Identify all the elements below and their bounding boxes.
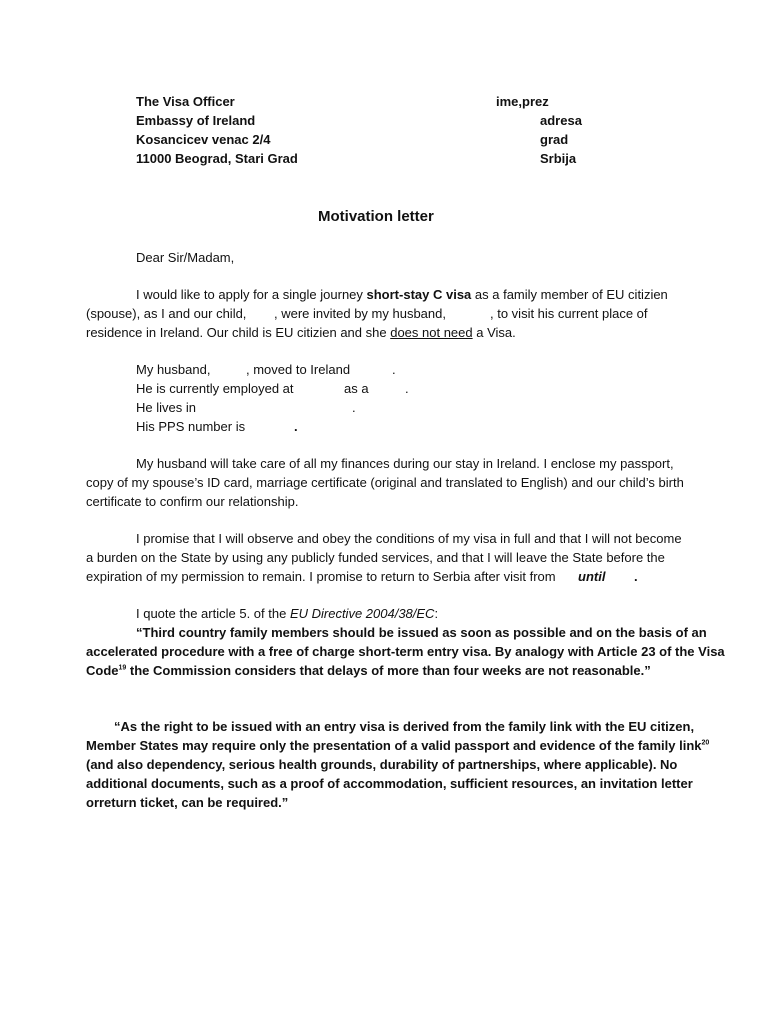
p2-line-2c: . — [405, 381, 409, 396]
p2-line-1a: My husband, — [136, 362, 211, 377]
recipient-city: grad — [540, 132, 569, 147]
p6-line-4: additional documents, such as a proof of accommodation, sufficient resources, an invitation letter — [86, 776, 693, 791]
footnote-marker: 19 — [118, 664, 127, 672]
p5-quote-line-1: “Third country family members should be issued as soon as possible and on the basis of an — [136, 625, 707, 640]
p2-line-1c: . — [392, 362, 396, 377]
p6-line-3: (and also dependency, serious health grounds, durability of partnerships, where applicable). No — [86, 757, 678, 772]
p1-line-2a: (spouse), as I and our child, — [86, 306, 247, 321]
p5-quote-line-2: accelerated procedure with a free of charge short-term entry visa. By analogy with Article 23 of the Visa — [86, 644, 725, 659]
p2-line-4a: His PPS number is — [136, 419, 246, 434]
recipient-address: adresa — [540, 113, 582, 128]
sender-line-4: 11000 Beograd, Stari Grad — [136, 151, 298, 166]
p2-line-4b: . — [294, 419, 298, 434]
p6-line-1: “As the right to be issued with an entry visa is derived from the family link with the EU citizen, — [114, 719, 695, 734]
p3-line-2: copy of my spouse’s ID card, marriage certificate (original and translated to English) and our child’s birth — [86, 475, 684, 490]
p2-line-3b: . — [352, 400, 356, 415]
p2-line-2b: as a — [344, 381, 369, 396]
p5-intro: I quote the article 5. of the EU Directive 2004/38/EC: — [136, 606, 439, 621]
p4-line-3c: . — [634, 569, 638, 584]
sender-line-3: Kosancicev venac 2/4 — [136, 132, 271, 147]
p4-line-3a: expiration of my permission to remain. I promise to return to Serbia after visit from — [86, 569, 556, 584]
recipient-country: Srbija — [540, 151, 577, 166]
salutation: Dear Sir/Madam, — [136, 250, 235, 265]
p1-line-2c: , to visit his current place of — [490, 306, 648, 321]
p4-line-1: I promise that I will observe and obey the conditions of my visa in full and that I will not become — [136, 531, 682, 546]
sender-line-2: Embassy of Ireland — [136, 113, 256, 128]
p1-line-2b: , were invited by my husband, — [274, 306, 446, 321]
p2-line-2a: He is currently employed at — [136, 381, 294, 396]
document-title: Motivation letter — [318, 208, 434, 225]
p4-line-3b: until — [578, 569, 606, 584]
p2-line-3a: He lives in — [136, 400, 196, 415]
p4-line-2: a burden on the State by using any publicly funded services, and that I will leave the State before the — [86, 550, 665, 565]
p3-line-3: certificate to confirm our relationship. — [86, 494, 299, 509]
p6-line-2: Member States may require only the presentation of a valid passport and evidence of the family link$^{20}$ — [86, 738, 710, 753]
footnote-marker: 20 — [701, 739, 710, 747]
p2-line-1b: , moved to Ireland — [246, 362, 351, 377]
p1-line-3: residence in Ireland. Our child is EU citizien and she does not need a Visa. — [86, 325, 516, 340]
p5-quote-line-3: Code$^{19}$ the Commission considers that delays of more than four weeks are not reasonable.” — [86, 663, 651, 678]
p6-line-5: orreturn ticket, can be required.” — [86, 795, 289, 810]
sender-line-1: The Visa Officer — [136, 94, 235, 109]
recipient-name: ime,prez — [496, 94, 549, 109]
p1-line-1: I would like to apply for a single journey short-stay C visa as a family member of EU citizien — [136, 287, 668, 302]
p3-line-1: My husband will take care of all my finances during our stay in Ireland. I enclose my passport, — [136, 456, 674, 471]
